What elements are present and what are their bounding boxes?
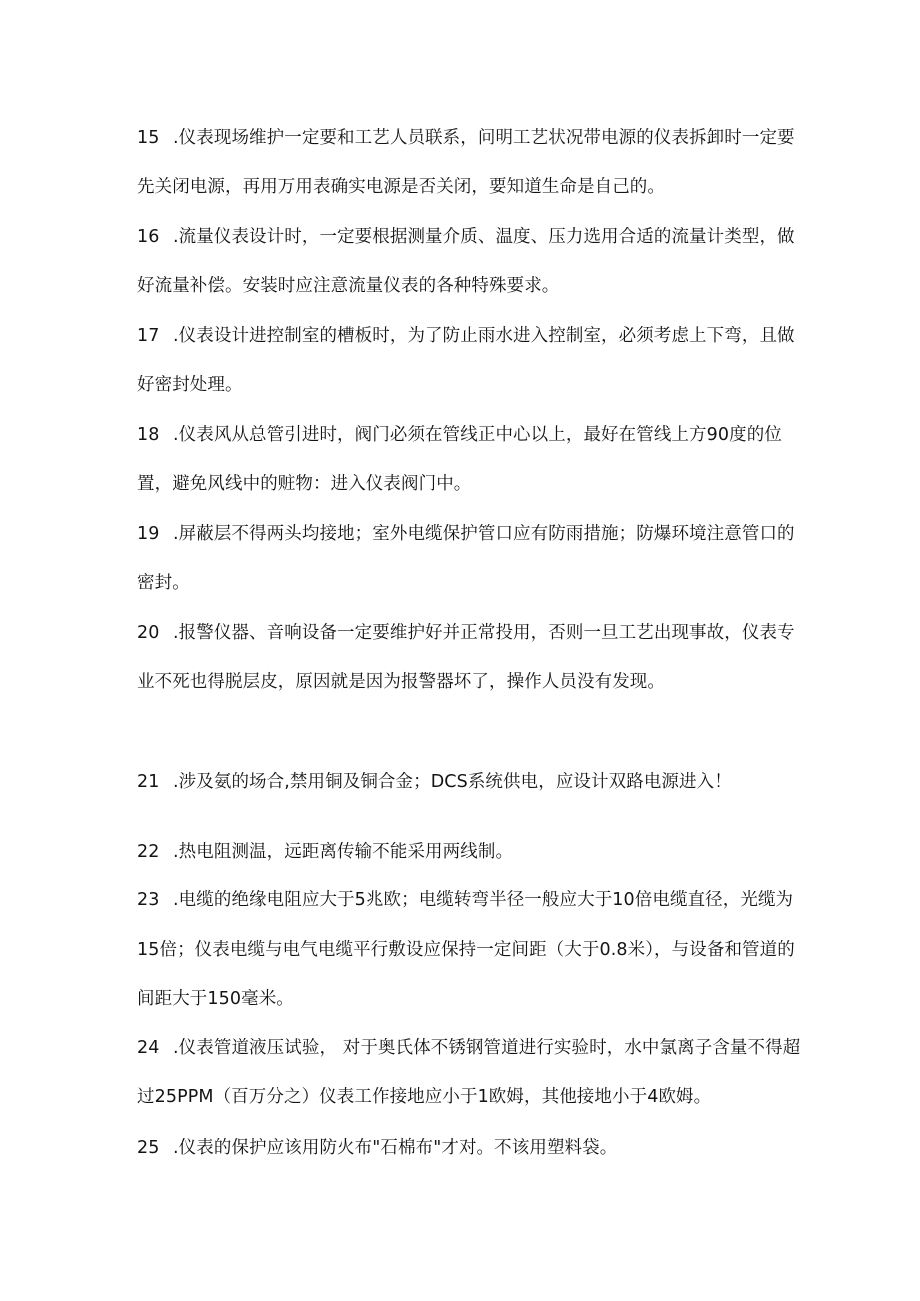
item-text: 置，避免风线中的赃物：进入仪表阀门中。 [137,474,472,494]
item-number: 21 [137,772,160,792]
item-number: 17 [137,326,160,346]
item-24-line-2 [137,1085,711,1109]
item-24-line-1 [137,1036,800,1060]
item-text: .报警仪器、音响设备一定要维护好并正常投用，否则一旦工艺出现事故，仪表专 [173,623,795,643]
item-text: 密封。 [137,573,190,593]
item-text: .仪表现场维护一定要和工艺人员联系，问明工艺状况带电源的仪表拆卸时一定要 [173,128,795,148]
item-text: 好密封处理。 [137,375,243,395]
item-number: 18 [137,425,160,445]
item-15-line-1 [137,126,795,150]
item-23-line-3 [137,987,294,1011]
item-23-line-2 [137,938,795,962]
item-text: .仪表设计进控制室的槽板时，为了防止雨水进入控制室，必须考虑上下弯，且做 [173,326,795,346]
item-number: 19 [137,524,160,544]
item-text: .仪表风从总管引进时，阀门必须在管线正中心以上，最好在管线上方90度的位 [173,425,782,445]
item-17-line-1 [137,324,795,348]
item-20-line-1 [137,621,795,645]
item-text: 过25PPM（百万分之）仪表工作接地应小于1欧姆，其他接地小于4欧姆。 [137,1087,712,1107]
item-text: .热电阻测温，远距离传输不能采用两线制。 [173,842,514,862]
item-text: .流量仪表设计时，一定要根据测量介质、温度、压力选用合适的流量计类型，做 [173,227,795,247]
item-number: 22 [137,842,160,862]
item-22-line-1 [137,840,513,864]
item-number: 16 [137,227,160,247]
item-18-line-1 [137,423,782,447]
item-16-line-2 [137,274,559,298]
item-19-line-1 [137,522,795,546]
item-17-line-2 [137,373,243,397]
item-number: 25 [137,1138,160,1158]
item-text: 15倍；仪表电缆与电气电缆平行敷设应保持一定间距（大于0.8米），与设备和管道的 [137,940,795,960]
item-number: 20 [137,623,160,643]
item-18-line-2 [137,472,471,496]
item-21-line-1 [137,770,732,794]
item-number: 24 [137,1038,160,1058]
item-number: 15 [137,128,160,148]
item-number: 23 [137,890,160,910]
item-25-line-1 [137,1136,617,1160]
item-23-line-1 [137,888,793,912]
item-text: .仪表的保护应该用防火布"石棉布"才对。不该用塑料袋。 [173,1138,618,1158]
item-16-line-1 [137,225,795,249]
item-text: .电缆的绝缘电阻应大于5兆欧；电缆转弯半径一般应大于10倍电缆直径，光缆为 [173,890,794,910]
item-text: .仪表管道液压试验， 对于奥氏体不锈钢管道进行实验时，水中氯离子含量不得超 [173,1038,801,1058]
item-text: 业不死也得脱层皮，原因就是因为报警器坏了，操作人员没有发现。 [137,672,665,692]
item-text: 好流量补偿。安装时应注意流量仪表的各种特殊要求。 [137,276,560,296]
item-text: .涉及氨的场合,禁用铜及铜合金；DCS系统供电，应设计双路电源进入！ [173,772,732,792]
item-20-line-2 [137,670,665,694]
item-text: 先关闭电源，再用万用表确实电源是否关闭，要知道生命是自己的。 [137,177,665,197]
item-15-line-2 [137,175,665,199]
item-text: 间距大于150毫米。 [137,989,294,1009]
item-19-line-2 [137,571,190,595]
item-text: .屏蔽层不得两头均接地；室外电缆保护管口应有防雨措施；防爆环境注意管口的 [173,524,795,544]
